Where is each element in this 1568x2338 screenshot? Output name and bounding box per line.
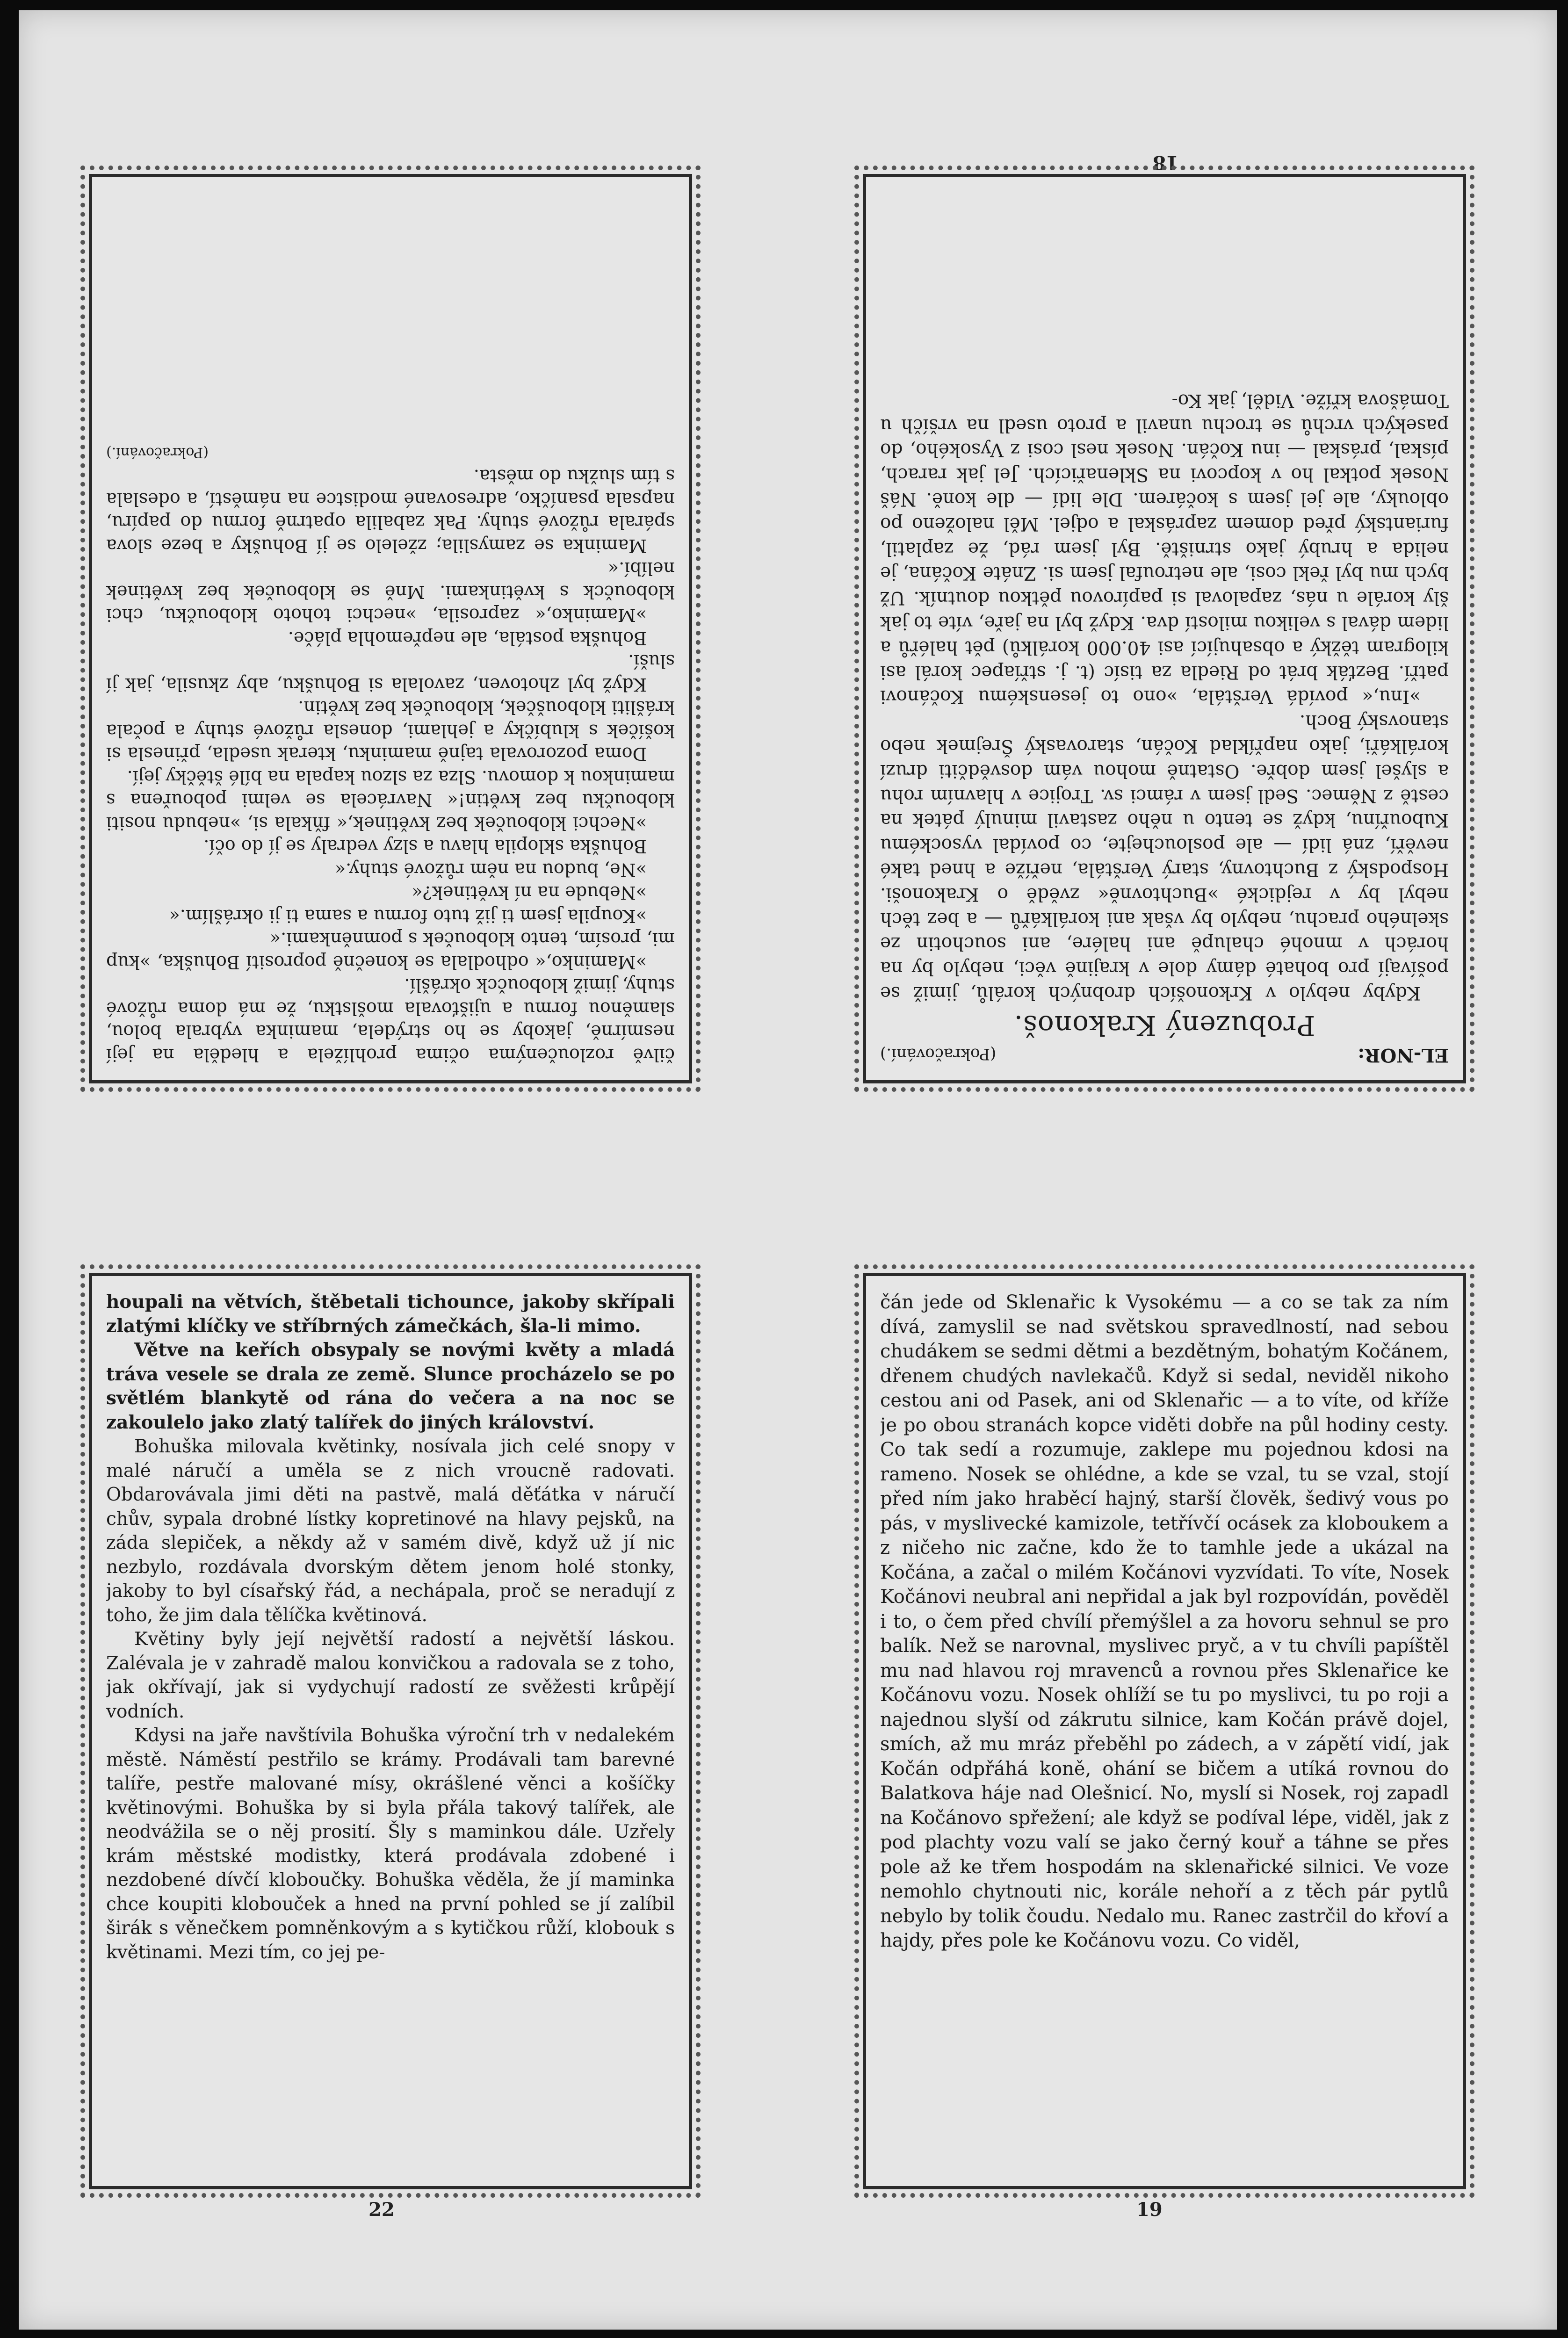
article-body bbox=[106, 1290, 675, 1964]
paragraph: houpali na větvích, štěbetali tichounce, jakoby skřípali zlatými klíčky ve stříbrných zámečkách, šla-li mimo. bbox=[106, 1291, 675, 1337]
paragraph: Větve na keřích obsypaly se novými květy a mladá tráva vesele se drala ze země. Slunce procházelo se po světlém blankytě od rána do večera a na noc se zakoulelo jako zlatý talířek do jiných království. bbox=[106, 1339, 675, 1433]
article-body bbox=[106, 464, 675, 1066]
article-body bbox=[880, 388, 1449, 1005]
paragraph: Doma pozorovala tajně maminku, kterak usedla, přinesla si košíček s klubíčky a jehlami, donesla růžové stuhy a počala krášliti kloboušček, klobouček bez květin. bbox=[106, 697, 675, 765]
author: EL-NOR: bbox=[1358, 1044, 1449, 1066]
continuation-note: (Pokračování.) bbox=[106, 444, 209, 461]
paragraph: Bohuška postála, ale nepřemohla pláče. bbox=[288, 628, 647, 649]
paragraph: Kdyby nebylo v Krkonoších drobných korálů, jimiž se pošívají pro bohaté dámy dole v krajině věci, nebylo by na horách v mnohé chalupě ani halére, ani souchotin ze skelného prachu, nebylo by však ani korálkářů — a bez těch nebyl by v rejdické »Buchtovně« zvědě o Krakonoši. Hospodský z Buchtovny, starý Verštála, neříže a hned také nevěří, zná lidí — ale poslouchejte, co povídal vysockému Kubouřínu, když se tento u něho zastavil minulý pátek na cestě z Němec. Sedl jsem v rámci sv. Trojice v hlavním rohu a slyšel jsem dobře. Ostatně mohou vám dosvědčiti druzí korálkáři, jako například Kočán, starovaský Šrejmek nebo stanovský Boch. bbox=[880, 711, 1449, 1003]
paragraph: »Maminko,« odhodlala se konečně poprosití Bohuška, »kup mi, prosím, tento klobouček s pomněnkami.« bbox=[106, 929, 675, 973]
panel-bohuska bbox=[89, 1273, 692, 2189]
page-number-18: 18 bbox=[1153, 152, 1179, 173]
paragraph: »Ne, budou na něm růžové stuhy.« bbox=[334, 859, 647, 880]
panel-bohuska-continued bbox=[89, 174, 692, 1083]
paragraph: Bohuška milovala květinky, nosívala jich celé snopy v malé náručí a uměla se z nich vroucně radovati. Obdarovávala jimi děti na pastvě, malá děťátka v náručí chův, sypala drobné lístky kopretinové na hlavy pejsků, na záda slepiček, a někdy až v samém divě, když už jí nic nezbylo, rozdávala dvorským dětem jenom holé stonky, jakoby to byl císařský řád, a nechápala, proč se neradují z toho, že jim dala tělíčka květinová. bbox=[106, 1436, 675, 1626]
paragraph: »Inu,« povídá Verštála, »ono to jesenskému Kočánovi patří. Bezťák brát od Riedla za tisíc (t. j. stříapec korál asi kilogram těžký a obsahující asi 40.000 korálků) pět haléřů a lidem dával s velikou milostí dva. Když byl na jaře, víte to jak šly korále u nás, zapaloval si papírovou pětkou doutník. Už bych mu byl řekl cosi, ale netroufal jsem si. Znáte Kočána, je nelida a hrubý jako strniště. Byl jsem rád, že zaplatil, furiantský před domem zapráskal a odjel. Měl naloženo po obloukу, ale jel jsem s kočárem. Dle lidí — dle koně. Náš Nosek potkal ho v kopcovi na Sklenařicích. Jel jak rarach, pískal, práskal — inu Kočán. Nosek nesl cosi z Vysokého, do pasekých vrchů se trochu unavil a proto usedl na vršíčh u Tomášova kříže. Viděl, jak Ko- bbox=[880, 390, 1449, 707]
panel-krakonos-continued bbox=[863, 1273, 1466, 2189]
paragraph: »Koupila jsem ti již tuto formu a sama ti ji okrášlím.« bbox=[169, 906, 647, 926]
paragraph: čán jede od Sklenařic k Vysokému — a co se tak za ním dívá, zamyslil se nad světskou spravedlností, nad sebou chudákem se sedmi dětmi a bezdětným, bohatým Kočánem, dřenem chudých navlekačů. Když si sedal, neviděl nikoho cestou ani od Pasek, ani od Sklenařic — a to víte, od kříže je po obou stranách kopce viděti dobře na půl hodiny cesty. Co tak sedí a rozumuje, zaklepe mu pojednou kdosi na rameno. Nosek se ohlédne, a kde se vzal, tu se vzal, stojí před ním jako hraběcí hajný, starší člověk, šedivý vous po pás, v myslivecké kamizole, tetřívčí ocásek za kloboukem a z ničeho nic začne, kdo že to tamhle jede a ukázal na Kočána, a začal o milém Kočánovi vyzvídati. To víte, Nosek Kočánovi neubral ani nepřidal a jak byl rozpovídán, pověděl i to, o čem před chvílí přemýšlel a za hovoru sehnul se pro balík. Než se narovnal, myslivec pryč, a v tu chvíli papíštěl mu nad hlavou roj mravenců a rovnou přes Sklenařice ke Kočánovu vozu. Nosek ohlíží se tu po myslivci, tu po roji a najednou slyší od zákrutu silnice, kam Kočán právě dojel, smích, až mu mráz přeběhl po zádech, a v zápětí vidí, jak Kočán odpřáhá koně, ohání se bičem a utíká rovnou do Balatkova háje nad Olešnicí. No, myslí si Nosek, roj zapadl na Kočánovo spřežení; ale když se podíval lépe, viděl, jak z pod plachty vozu valí se jako černý kouř a táhne se přes pole až ke třem hospodám na sklenařické silnici. Ve voze nemohlo chytnouti nic, korále nehoří a z těch pár pytlů nebylo by tolik čoudu. Nedalo mu. Ranec zastrčil do křoví a hajdy, přes pole ke Kočánovu vozu. Co viděl, bbox=[880, 1292, 1449, 1951]
continued-note: (Pokračování.) bbox=[880, 1045, 997, 1063]
paragraph: Bohuška sklopila hlavu a slzy vedraly se jí do očí. bbox=[203, 836, 647, 857]
paragraph: čilvě rozloučenýma očima prohlížela a hleděla na její nesmírně, jakoby se ho strýdela, maminka vybrala bolou, slaměnou formu a ujišťovala mošlstku, že má doma růžové stuhy, jimiž kloboučck okrášlí. bbox=[106, 975, 675, 1065]
panel-krakonos bbox=[863, 174, 1466, 1083]
paragraph: Maminka se zamyslila; zželelo se jí Bohušky a beze slova spárala růžové stuhy. Pak zabalila opatrně formu do papíru, napsala psaníčko, adresované modistce na náměstí, a odeslala s tím služku do města. bbox=[106, 466, 675, 556]
article-body bbox=[880, 1290, 1449, 1953]
page-number-19: 19 bbox=[1136, 2199, 1163, 2221]
paragraph: »Maminko,« zaprosila, »nechci tohoto kloboučku, chci kloboučck s květinkami. Mně se klobouček bez květinek nelíbí.« bbox=[106, 558, 675, 626]
paragraph: Když byl zhotoven, zavolala si Bohušku, aby zkusila, jak jí sluší. bbox=[106, 651, 675, 695]
paragraph: Květiny byly její největší radostí a největší láskou. Zalévala je v zahradě malou konvičkou a radovala se z toho, jak okřívají, jak si vydychují radostí ze svěžesti krůpějí vodních. bbox=[106, 1629, 675, 1722]
paragraph: »Nechci klobouček bez květinek,« fňkala si, »nebudu nositi kloboučku bez květin!« Navrácela se velmi pobouřena s maminkou k domovu. Slza za slzou kapala na bílé štěčky její. bbox=[106, 767, 675, 834]
scanned-sheet bbox=[19, 10, 1557, 2330]
paragraph: »Nebude na ní květinek?« bbox=[412, 882, 647, 903]
page-number-22: 22 bbox=[369, 2199, 395, 2221]
article-title: Probuzený Krakonoš. bbox=[1013, 1010, 1315, 1041]
paragraph: Kdysi na jaře navštívila Bohuška výroční trh v nedalekém městě. Náměstí pestřilo se krámy. Prodávali tam barevné talíře, pestře malované mísy, okrášlené věnci a košíčky květinovými. Bohuška by si byla přála takový talířek, ale neodvážila se o něj prosití. Šly s maminkou dále. Uzřely krám městské modistky, která prodávala zdobené i nezdobené dívčí kloboučky. Bohuška věděla, že jí maminka chce koupiti klobouček a hned na první pohled se jí zalíbil širák s věnečkem pomněnkovým a s kytičkou růží, klobouk s květinami. Mezi tím, co jej pe- bbox=[106, 1725, 675, 1963]
